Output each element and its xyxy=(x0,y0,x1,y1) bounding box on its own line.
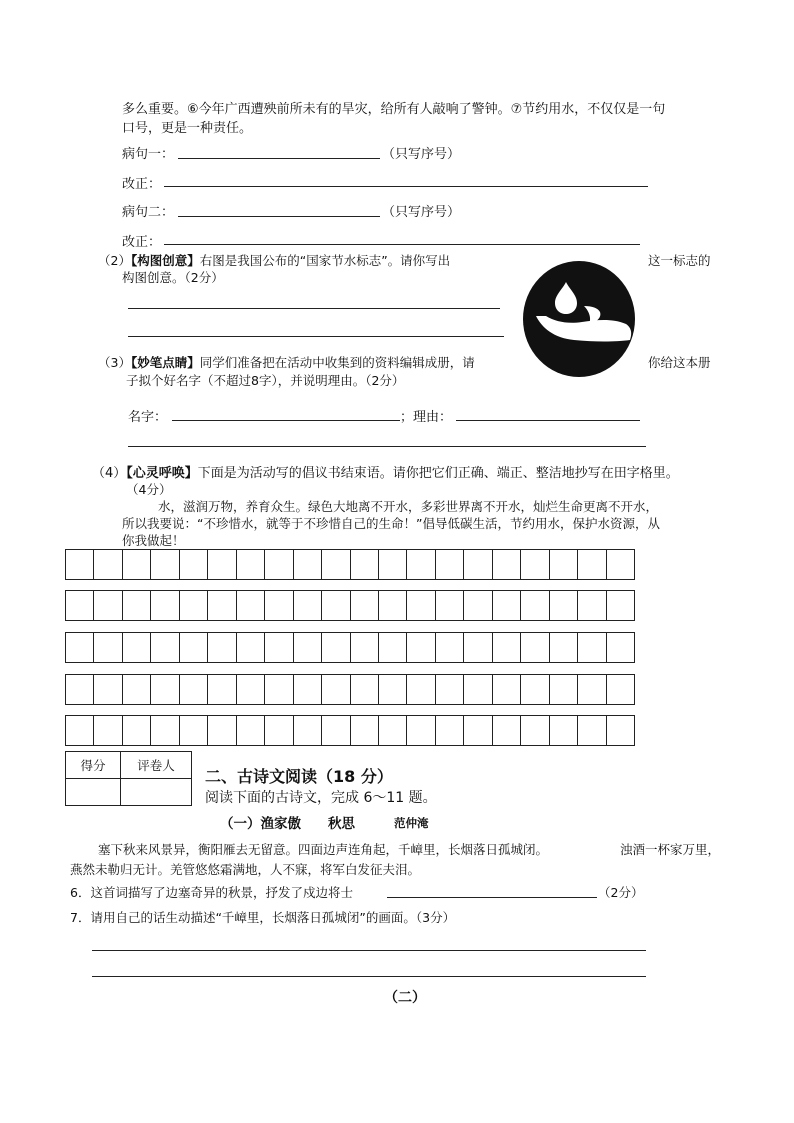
water-saving-logo xyxy=(522,260,636,378)
score-table xyxy=(65,751,192,806)
subsection-title: （二） xyxy=(384,990,426,1006)
poem-title: （一）渔家傲 秋思 xyxy=(220,816,355,832)
q6-blank[interactable] xyxy=(387,897,597,898)
sick-sentence-2-blank[interactable] xyxy=(178,216,380,217)
q3-text: 同学们准备把在活动中收集到的资料编辑成册，请 xyxy=(199,355,475,370)
paragraph-line: 多么重要。⑥今年广西遭殃前所未有的旱灾，给所有人敲响了警钟。⑦节约用水，不仅仅是一句 xyxy=(122,102,666,117)
passage-line: 所以我要说：“不珍惜水，就等于不珍惜自己的生命！”倡导低碳生活，节约用水，保护水资源，从 xyxy=(122,516,660,531)
reason-blank-2[interactable] xyxy=(128,446,646,447)
fix-2-label: 改正： xyxy=(122,235,162,250)
q3-text-end: 你给这本册 xyxy=(648,355,711,370)
writing-grid-row[interactable] xyxy=(65,715,635,746)
q7-text: 7．请用自己的话生动描述“千嶂里，长烟落日孤城闭”的画面。（3分） xyxy=(70,910,456,925)
fix-1-blank[interactable] xyxy=(164,186,648,187)
q3-text-cont: 子拟个好名字（不超过8字），并说明理由。（2分） xyxy=(126,373,405,388)
writing-grid-row[interactable] xyxy=(65,632,635,663)
section-title: 二、古诗文阅读（18 分） xyxy=(205,767,393,786)
writing-grid-row[interactable] xyxy=(65,590,635,621)
q4-points: （4分） xyxy=(126,482,172,497)
q3-tag: 【妙笔点睛】 xyxy=(130,355,200,370)
poem-line: 塞下秋来风景异，衡阳雁去无留意。四面边声连角起，千嶂里，长烟落日孤城闭。 xyxy=(98,842,549,857)
name-blank[interactable] xyxy=(172,420,400,421)
reason-label: ；理由： xyxy=(400,410,453,425)
poem-author: 范仲淹 xyxy=(394,816,429,830)
q4-tag: 【心灵呼唤】 xyxy=(126,466,198,481)
q2-text-cont: 构图创意。（2分） xyxy=(122,270,224,285)
section-intro: 阅读下面的古诗文，完成 6～11 题。 xyxy=(205,790,437,806)
q2-answer-line[interactable] xyxy=(128,336,504,337)
reviewer-header: 评卷人 xyxy=(121,752,192,779)
q6-points: （2分） xyxy=(598,885,644,900)
sick-sentence-1-label: 病句一： xyxy=(122,147,175,162)
q2-text-end: 这一标志的 xyxy=(648,253,711,268)
q4-prompt xyxy=(92,462,679,481)
q3-prompt xyxy=(98,353,475,371)
writing-grid-row[interactable] xyxy=(65,549,635,580)
q7-answer-line[interactable] xyxy=(92,976,646,977)
q7-answer-line[interactable] xyxy=(92,950,646,951)
sick-sentence-1-blank[interactable] xyxy=(178,158,380,159)
writing-grid-row[interactable] xyxy=(65,674,635,705)
q2-prompt xyxy=(98,251,450,269)
poem-line: 浊酒一杯家万里， xyxy=(620,842,721,857)
poem-line: 燕然未勒归无计。羌管悠悠霜满地，人不寐，将军白发征夫泪。 xyxy=(70,862,421,877)
q2-tag: 【构图创意】 xyxy=(130,253,200,268)
reason-blank[interactable] xyxy=(456,420,640,421)
name-label: 名字： xyxy=(128,410,168,425)
q2-number: （2） xyxy=(98,253,131,268)
paragraph-line: 口号，更是一种责任。 xyxy=(122,121,253,136)
fix-2-blank[interactable] xyxy=(164,244,640,245)
score-header: 得分 xyxy=(66,752,121,779)
sick-hint: （只写序号） xyxy=(382,205,461,220)
q4-number: （4） xyxy=(92,466,127,481)
sick-hint: （只写序号） xyxy=(382,147,461,162)
q3-number: （3） xyxy=(98,355,131,370)
passage-line: 你我做起！ xyxy=(122,533,185,548)
score-cell[interactable] xyxy=(66,779,121,806)
q2-text: 右图是我国公布的“国家节水标志”。请你写出 xyxy=(199,253,451,268)
sick-sentence-2-label: 病句二： xyxy=(122,205,175,220)
q6-text: 6．这首词描写了边塞奇异的秋景，抒发了戍边将士 xyxy=(70,885,353,900)
q2-answer-line[interactable] xyxy=(128,308,500,309)
fix-1-label: 改正： xyxy=(122,177,162,192)
passage-line: 水，滋润万物，养育众生。绿色大地离不开水，多彩世界离不开水，灿烂生命更离不开水， xyxy=(158,499,659,514)
reviewer-cell[interactable] xyxy=(121,779,192,806)
q4-text: 下面是为活动写的倡议书结束语。请你把它们正确、端正、整洁地抄写在田字格里。 xyxy=(197,466,679,481)
